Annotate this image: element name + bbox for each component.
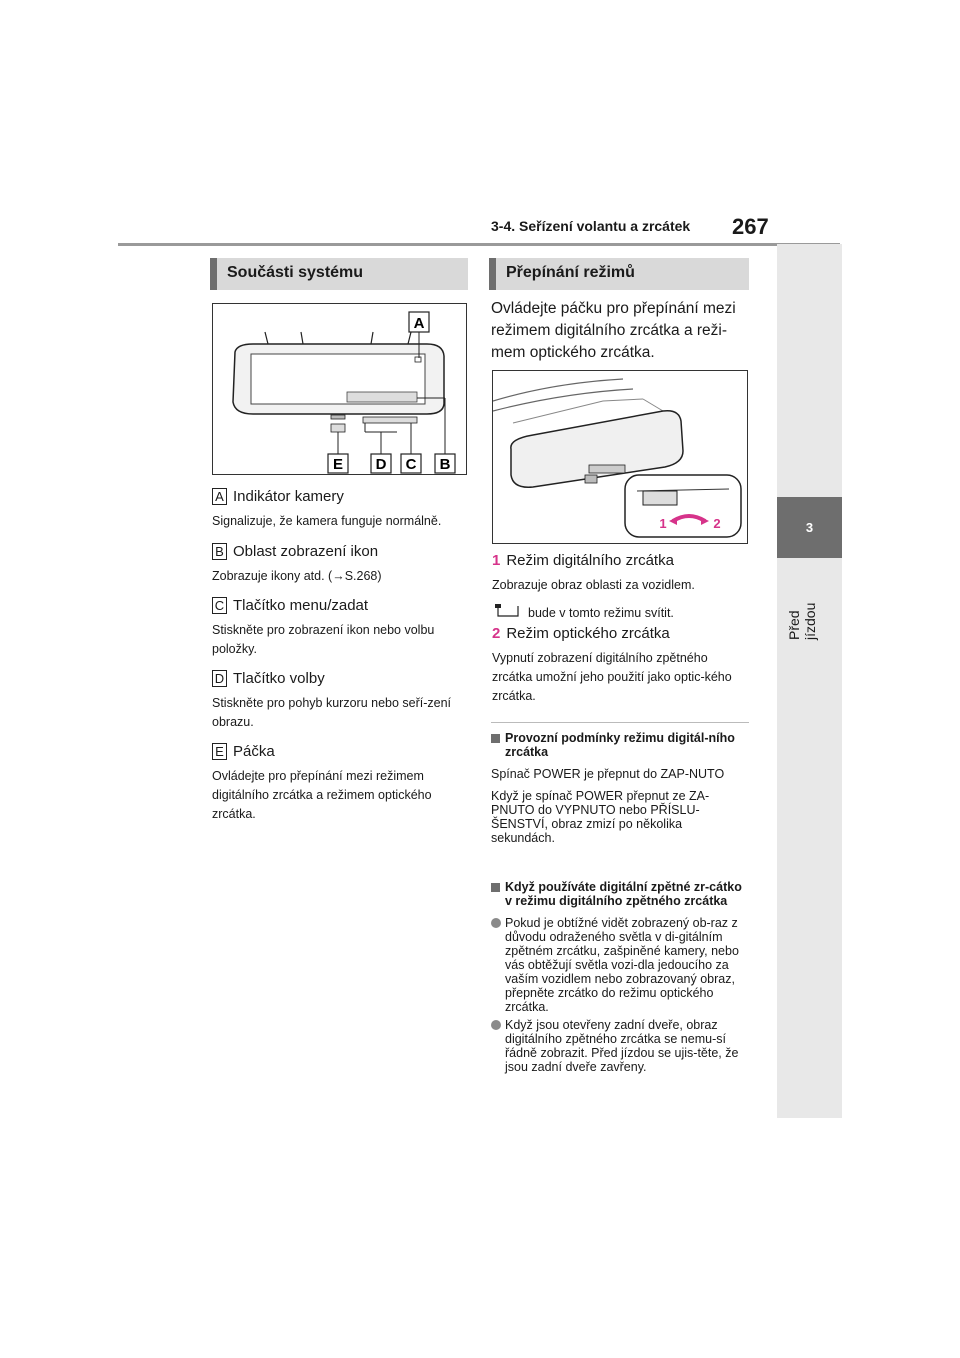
bullet-text: Když jsou otevřeny zadní dveře, obraz digitálního zpětného zrcátka se nemu-sí řádně zobrazit. Před jízdou se ujis-těte, že jsou zadní dveře zavřeny.	[505, 1018, 739, 1074]
camera-indicator-icon	[492, 603, 520, 623]
section-title: 3-4. Seřízení volantu a zrcátek	[491, 218, 691, 234]
component-item-d	[212, 669, 474, 732]
round-bullet-icon	[491, 918, 501, 928]
mode-item-1	[492, 551, 748, 623]
header-rule	[118, 243, 840, 246]
item-title: Indikátor kamery	[233, 488, 344, 505]
mirror-figure	[212, 303, 467, 475]
letter-badge: E	[212, 743, 227, 760]
component-item-a	[212, 487, 474, 531]
mode-indicator-note	[492, 603, 748, 623]
note-bullet	[491, 916, 749, 1014]
mode-title: Režim digitálního zrcátka	[506, 552, 674, 569]
mode-item-2	[492, 624, 748, 706]
item-description: Zobrazuje ikony atd. (→S.268)	[212, 569, 382, 583]
mode-description: Vypnutí zobrazení digitálního zpětného zrcátka umožní jeho použití jako optic-kého zrcátka.	[492, 651, 732, 703]
chapter-tab: 3	[777, 497, 842, 558]
svg-text:E: E	[332, 456, 344, 473]
mode-number: 2	[492, 625, 501, 642]
component-item-c	[212, 596, 474, 659]
figure-label-d	[371, 454, 391, 473]
svg-text:D: D	[375, 456, 387, 473]
note-paragraph: Spínač POWER je přepnut do ZAP-NUTO	[491, 767, 725, 781]
mode-title: Režim optického zrcátka	[506, 625, 670, 642]
svg-text:C: C	[405, 456, 417, 473]
lever-figure	[492, 370, 748, 544]
letter-badge: D	[212, 670, 227, 687]
square-bullet-icon	[491, 734, 500, 743]
svg-text:B: B	[439, 456, 451, 473]
note-title: Když používáte digitální zpětné zr-cátko v režimu digitálního zpětného zrcátka	[505, 880, 742, 908]
chapter-label: Před jízdou	[786, 602, 818, 640]
figure-label-e	[328, 454, 348, 473]
component-item-b	[212, 542, 474, 586]
item-description: Ovládejte pro přepínání mezi režimem digitálního zrcátka a režimem optického zrcátka.	[212, 769, 432, 821]
note-paragraph: Když je spínač POWER přepnut ze ZA-PNUTO do VYPNUTO nebo PŘÍSLU-ŠENSTVÍ, obraz zmizí po několika sekundách.	[491, 789, 710, 845]
divider	[491, 722, 749, 723]
section-heading-components: Součásti systému	[210, 258, 468, 290]
page-number: 267	[732, 214, 769, 239]
letter-badge: B	[212, 543, 227, 560]
item-title: Oblast zobrazení ikon	[233, 543, 379, 560]
figure-label-2: 2	[713, 516, 721, 531]
item-title: Páčka	[233, 743, 275, 760]
figure-label-a	[409, 312, 429, 332]
figure-label-c	[401, 454, 421, 473]
item-title: Tlačítko menu/zadat	[233, 597, 369, 614]
figure-label-1: 1	[659, 516, 667, 531]
section-heading-mode-switch: Přepínání režimů	[489, 258, 749, 290]
note-title: Provozní podmínky režimu digitál-ního zrcátka	[505, 731, 735, 759]
item-description: Stiskněte pro zobrazení ikon nebo volbu položky.	[212, 623, 435, 656]
side-strip-top	[777, 244, 842, 497]
letter-badge: A	[212, 488, 227, 505]
figure-label-b	[435, 454, 455, 473]
svg-text:A: A	[413, 315, 425, 332]
note-digital-mirror-use	[491, 880, 749, 1074]
item-description: Signalizuje, že kamera funguje normálně.	[212, 514, 442, 528]
round-bullet-icon	[491, 1020, 501, 1030]
note-bullet	[491, 1018, 749, 1074]
component-item-e	[212, 742, 474, 824]
item-description: Stiskněte pro pohyb kurzoru nebo seří-zení obrazu.	[212, 696, 452, 729]
mode-description: Zobrazuje obraz oblasti za vozidlem.	[492, 578, 695, 592]
note-operating-conditions	[491, 731, 749, 845]
square-bullet-icon	[491, 883, 500, 892]
item-title: Tlačítko volby	[233, 670, 325, 687]
letter-badge: C	[212, 597, 227, 614]
mode-intro-text: Ovládejte páčku pro přepínání mezi režimem digitálního zrcátka a reži-mem optického zrcátka.	[491, 300, 736, 361]
mode-indicator-text: bude v tomto režimu svítit.	[528, 605, 674, 620]
bullet-text: Pokud je obtížné vidět zobrazený ob-raz z důvodu odraženého světla v di-gitálním zpětném zrcátku, zašpiněné kamery, nebo vás obtěžují světla vozi-dla jedoucího za vaším vozidlem nebo zobrazovaný obraz, přepněte zrcátko do režimu optického zrcátka.	[505, 916, 739, 1014]
mode-number: 1	[492, 552, 501, 569]
side-strip-bottom	[777, 558, 842, 1118]
